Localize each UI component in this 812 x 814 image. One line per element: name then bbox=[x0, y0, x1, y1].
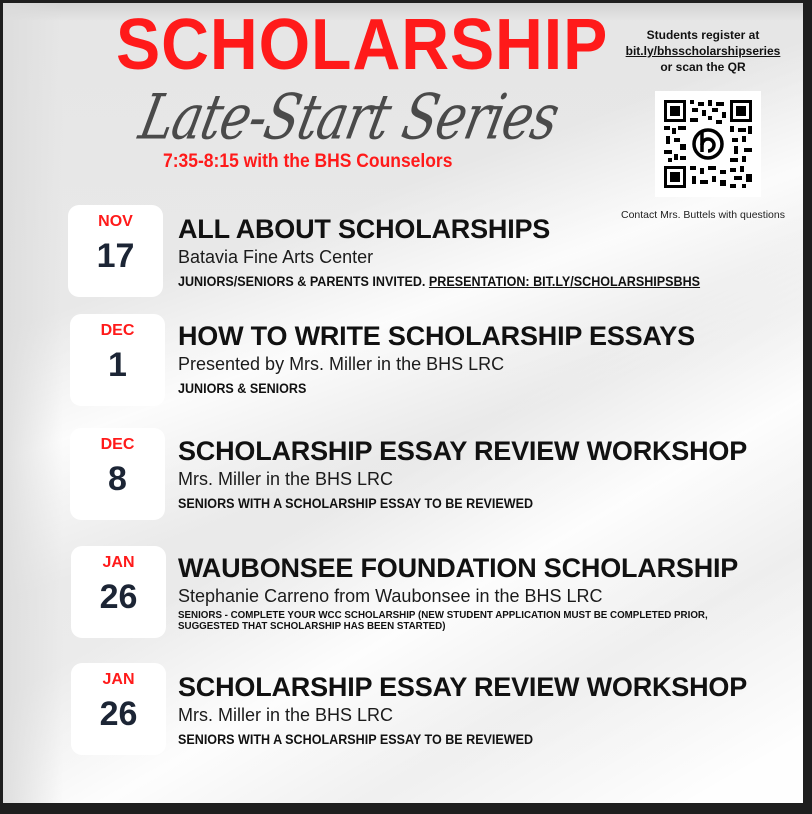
date-day: 8 bbox=[108, 460, 127, 498]
presentation-link[interactable]: PRESENTATION: BIT.LY/SCHOLARSHIPSBHS bbox=[428, 274, 701, 289]
date-day: 1 bbox=[108, 346, 127, 384]
date-card bbox=[71, 663, 166, 755]
event-title: HOW TO WRITE SCHOLARSHIP ESSAYS bbox=[178, 321, 695, 351]
event-location: Mrs. Miller in the BHS LRC bbox=[178, 705, 394, 725]
event-audience: SENIORS WITH A SCHOLARSHIP ESSAY TO BE REVIEWED bbox=[178, 496, 534, 511]
event-details bbox=[178, 552, 768, 632]
date-card bbox=[70, 428, 165, 520]
event-details bbox=[178, 671, 747, 748]
event-location: Presented by Mrs. Miller in the BHS LRC bbox=[178, 354, 505, 374]
event-location: Mrs. Miller in the BHS LRC bbox=[178, 469, 394, 489]
event-details bbox=[178, 320, 695, 397]
flyer-poster bbox=[3, 3, 803, 803]
scan-line: or scan the QR bbox=[660, 60, 746, 74]
event-details bbox=[178, 435, 747, 512]
date-month: DEC bbox=[100, 436, 135, 453]
event-audience: SENIORS WITH A SCHOLARSHIP ESSAY TO BE REVIEWED bbox=[178, 732, 534, 747]
date-month: JAN bbox=[102, 554, 135, 571]
date-month: NOV bbox=[98, 213, 133, 230]
date-month: DEC bbox=[100, 322, 135, 339]
event-details bbox=[178, 213, 739, 290]
register-line: Students register at bbox=[646, 28, 760, 42]
event-audience bbox=[178, 273, 700, 290]
event-location: Stephanie Carreno from Waubonsee in the BHS LRC bbox=[178, 586, 603, 606]
event-title: SCHOLARSHIP ESSAY REVIEW WORKSHOP bbox=[178, 672, 748, 702]
date-day: 26 bbox=[99, 695, 138, 733]
register-info bbox=[608, 27, 798, 75]
contact-note: Contact Mrs. Buttels with questions bbox=[621, 209, 785, 221]
date-card bbox=[68, 205, 163, 297]
script-subtitle: Late-Start Series bbox=[133, 81, 565, 154]
event-audience: SENIORS - COMPLETE YOUR WCC SCHOLARSHIP (NEW STUDENT APPLICATION MUST BE COMPLETED PRIOR, SUGGESTED THAT SCHOLARSHIP HAS BEEN STARTED) bbox=[178, 609, 708, 632]
event-title: WAUBONSEE FOUNDATION SCHOLARSHIP bbox=[178, 553, 739, 583]
page-title: SCHOLARSHIP bbox=[116, 5, 609, 85]
date-day: 26 bbox=[99, 578, 138, 616]
date-card bbox=[70, 314, 165, 406]
date-month: JAN bbox=[102, 671, 135, 688]
event-location: Batavia Fine Arts Center bbox=[178, 247, 374, 267]
event-title: ALL ABOUT SCHOLARSHIPS bbox=[178, 214, 551, 244]
time-subtitle: 7:35-8:15 with the BHS Counselors bbox=[163, 151, 453, 172]
date-card bbox=[71, 546, 166, 638]
event-title: SCHOLARSHIP ESSAY REVIEW WORKSHOP bbox=[178, 436, 748, 466]
register-link[interactable]: bit.ly/bhsscholarshipseries bbox=[625, 44, 781, 58]
qr-code-icon[interactable] bbox=[655, 91, 761, 197]
date-day: 17 bbox=[96, 237, 135, 275]
audience-text: JUNIORS/SENIORS & PARENTS INVITED. bbox=[178, 274, 426, 289]
event-audience: JUNIORS & SENIORS bbox=[178, 381, 307, 396]
